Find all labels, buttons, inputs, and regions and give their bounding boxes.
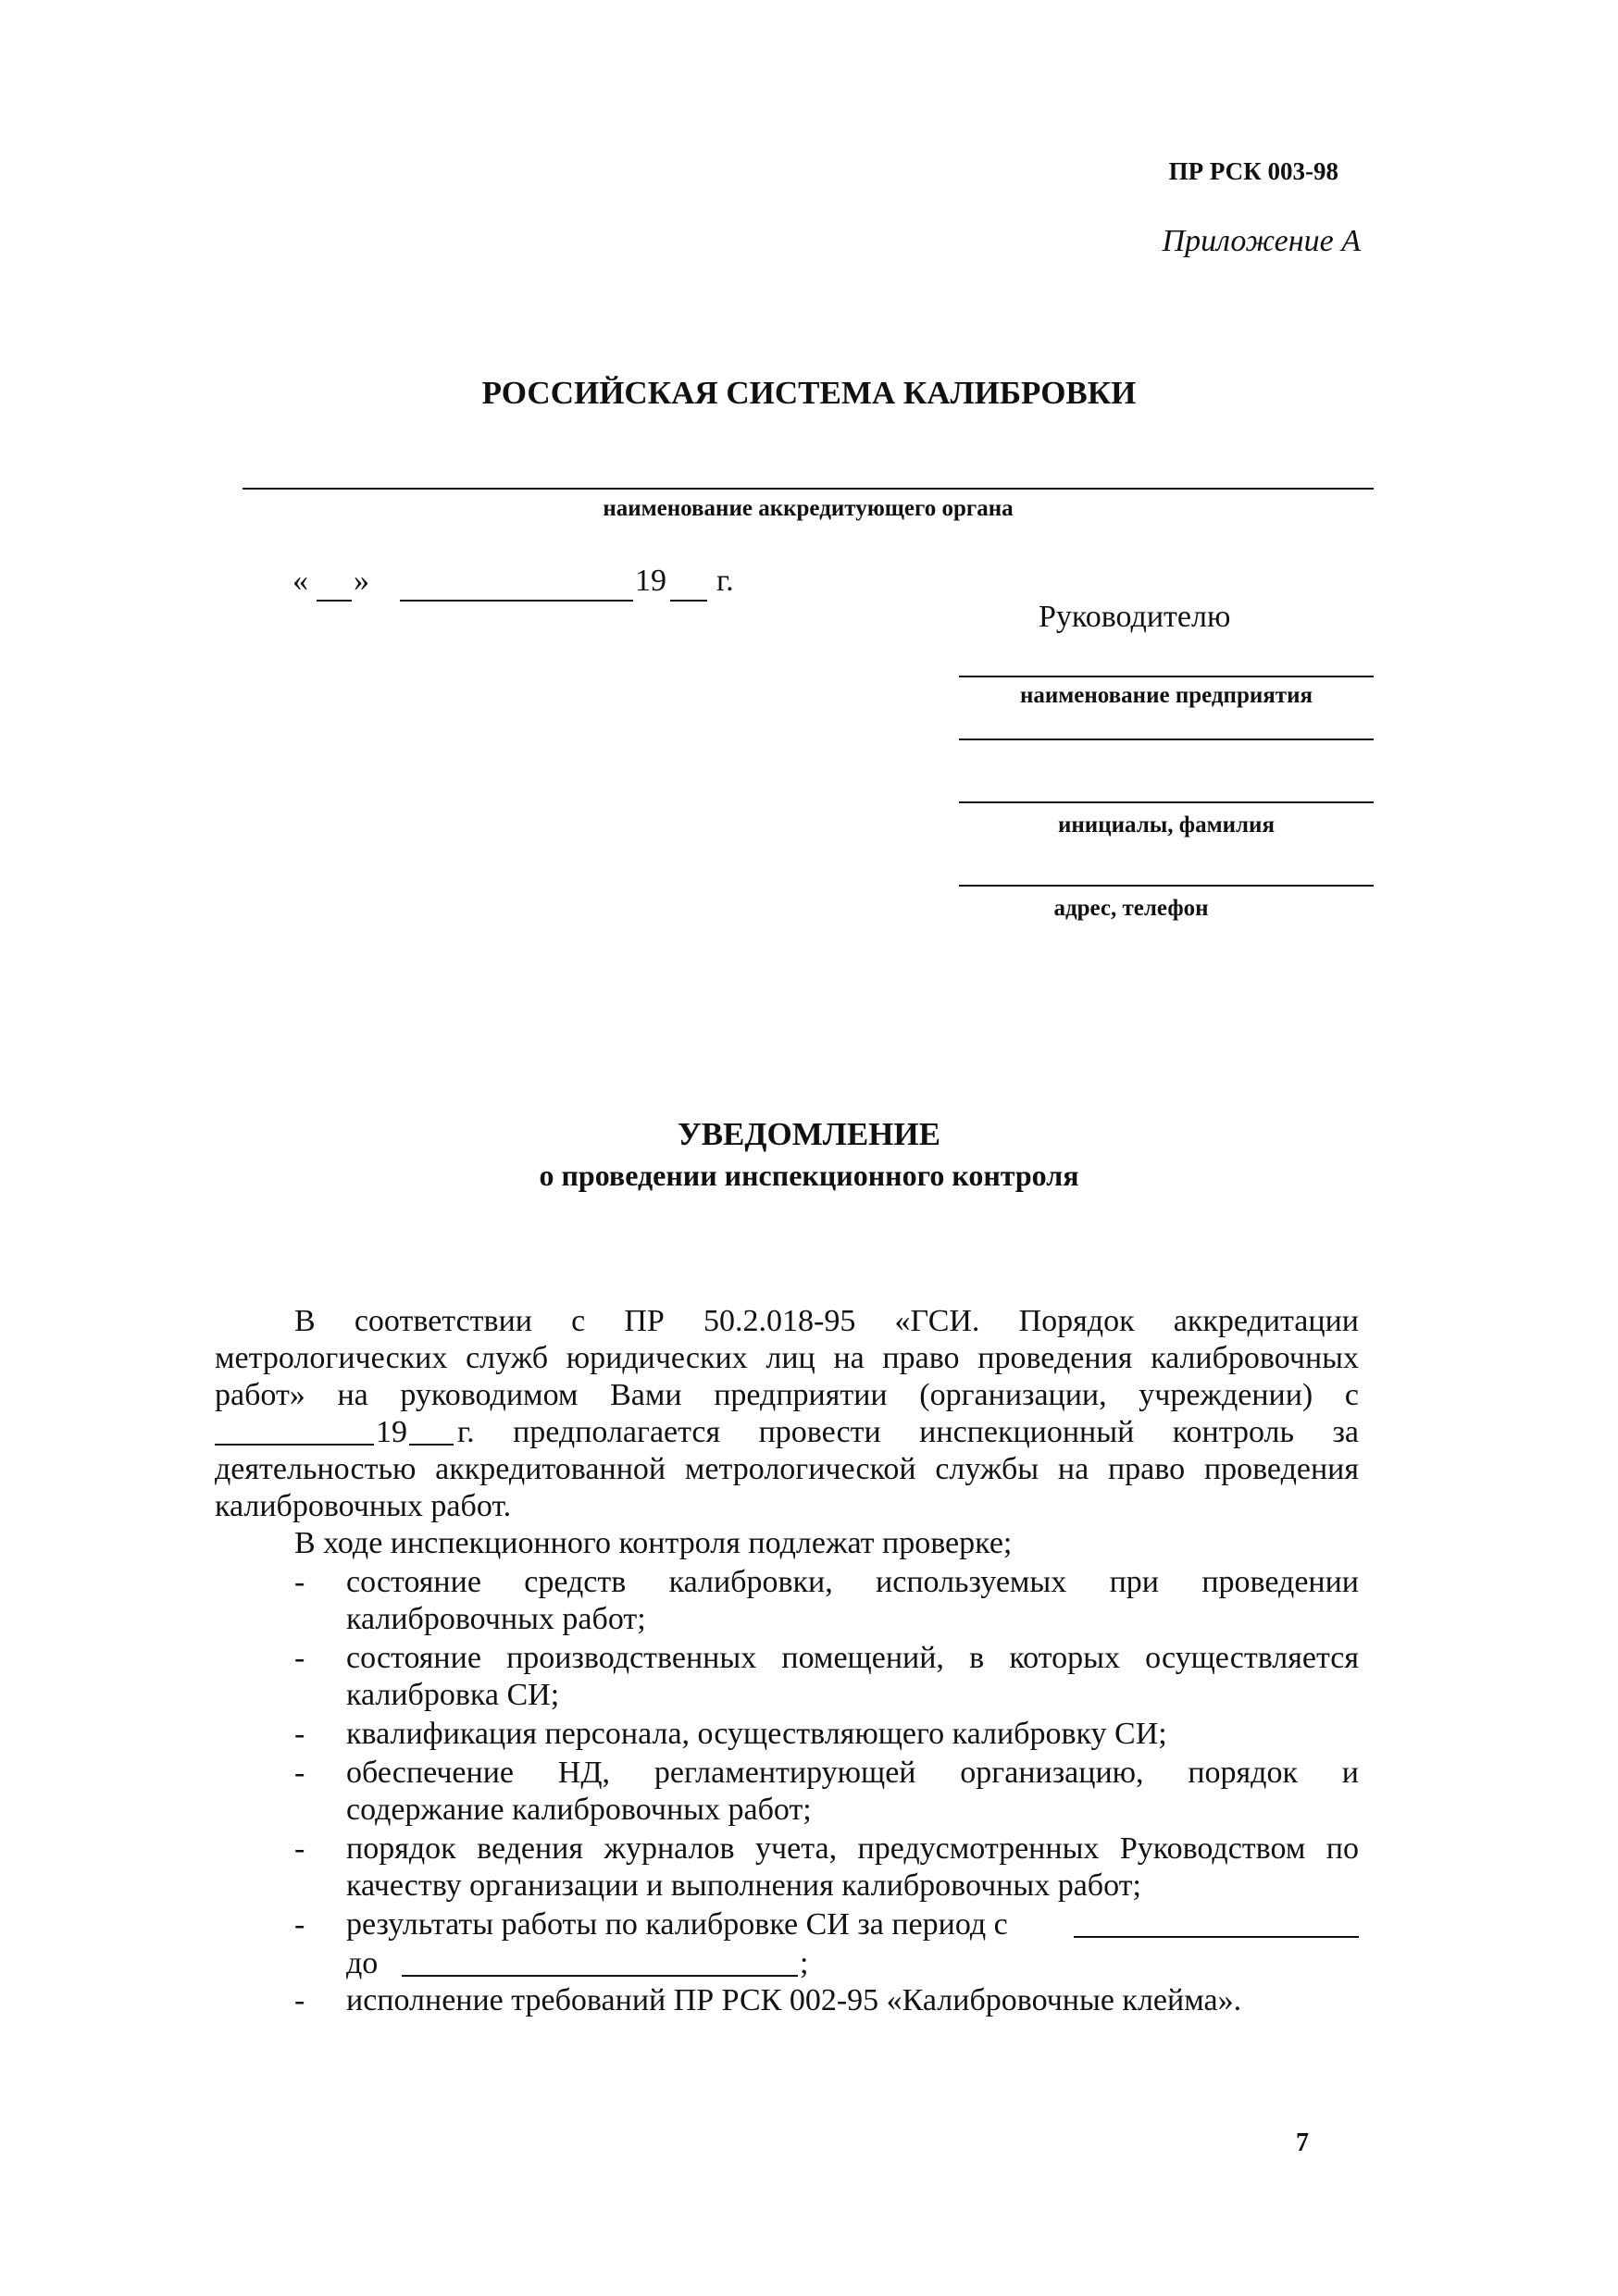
para1-line4: г. предполагается провести инспекционный контроль за xyxy=(457,1415,1359,1449)
period-item-line1: результаты работы по калибровке СИ за период с xyxy=(346,1907,1008,1942)
list-item-last: исполнение требований ПР РСК 002-95 «Калибровочные клейма». xyxy=(346,1983,1242,2017)
para1-line2: метрологических служб юридических лиц на право проведения калибровочных xyxy=(215,1341,1359,1375)
date-open-quote: « xyxy=(292,564,308,598)
list-marker: - xyxy=(294,1907,305,1942)
list-item-5-line2: качеству организации и выполнения калибровочных работ; xyxy=(346,1868,1141,1903)
list-item-3-line1: квалификация персонала, осуществляющего калибровку СИ; xyxy=(346,1717,1167,1751)
list-item-1-line2: калибровочных работ; xyxy=(346,1602,646,1636)
date-year-blank xyxy=(670,600,707,602)
list-item-5-line1: порядок ведения журналов учета, предусмотренных Руководством по xyxy=(346,1831,1359,1866)
org-title: РОССИЙСКАЯ СИСТЕМА КАЛИБРОВКИ xyxy=(481,375,1137,411)
enterprise-caption: наименование предприятия xyxy=(1019,683,1313,708)
para1-date-blank xyxy=(215,1444,374,1446)
period-from-blank xyxy=(1074,1936,1359,1938)
accrediting-body-line xyxy=(243,488,1374,490)
name-caption: инициалы, фамилия xyxy=(1058,813,1275,838)
para1-line3: работ» на руководимом Вами предприятии (организации, учреждении) с xyxy=(215,1378,1359,1412)
notice-subtitle: о проведении инспекционного контроля xyxy=(539,1159,1079,1192)
list-item-1-line1: состояние средств калибровки, используемых при проведении xyxy=(346,1565,1359,1599)
enterprise-line xyxy=(959,676,1374,677)
list-marker: - xyxy=(294,1831,305,1866)
appendix-label: Приложение А xyxy=(1162,224,1361,258)
doc-code: ПР РСК 003-98 xyxy=(1168,157,1338,185)
list-marker: - xyxy=(294,1717,305,1751)
date-year-prefix: 19 xyxy=(635,564,666,598)
date-close-quote: » xyxy=(354,564,369,598)
para1-year-blank xyxy=(409,1444,454,1446)
list-marker: - xyxy=(294,1565,305,1599)
para2: В ходе инспекционного контроля подлежат проверке; xyxy=(294,1526,1013,1560)
enterprise-line-2 xyxy=(959,738,1374,740)
para1-year: 19 xyxy=(376,1415,407,1449)
period-to-suffix: ; xyxy=(800,1946,809,1980)
period-to-blank xyxy=(402,1975,798,1977)
list-marker: - xyxy=(294,1641,305,1675)
address-line xyxy=(959,885,1374,887)
para1-line6: калибровочных работ. xyxy=(215,1489,512,1523)
para1-line1: В соответствии с ПР 50.2.018-95 «ГСИ. Порядок аккредитации xyxy=(294,1304,1359,1338)
addressee-to: Руководителю xyxy=(1039,600,1231,634)
list-marker: - xyxy=(294,1756,305,1790)
accrediting-body-caption: наименование аккредитующего органа xyxy=(603,496,1014,521)
para1-line5: деятельностью аккредитованной метрологической службы на право проведения xyxy=(215,1452,1359,1486)
date-month-blank xyxy=(400,600,633,602)
notice-title: УВЕДОМЛЕНИЕ xyxy=(678,1116,940,1152)
list-marker: - xyxy=(294,1983,305,2017)
list-item-2-line2: калибровка СИ; xyxy=(346,1678,560,1712)
page-number: 7 xyxy=(1296,2128,1309,2157)
name-line xyxy=(959,801,1374,803)
date-year-suffix: г. xyxy=(716,564,734,598)
list-item-2-line1: состояние производственных помещений, в которых осуществляется xyxy=(346,1641,1359,1675)
address-caption: адрес, телефон xyxy=(1053,896,1209,921)
period-to-label: до xyxy=(346,1946,379,1980)
list-item-4-line1: обеспечение НД, регламентирующей организацию, порядок и xyxy=(346,1756,1359,1790)
date-day-blank xyxy=(317,600,352,602)
list-item-4-line2: содержание калибровочных работ; xyxy=(346,1793,812,1827)
